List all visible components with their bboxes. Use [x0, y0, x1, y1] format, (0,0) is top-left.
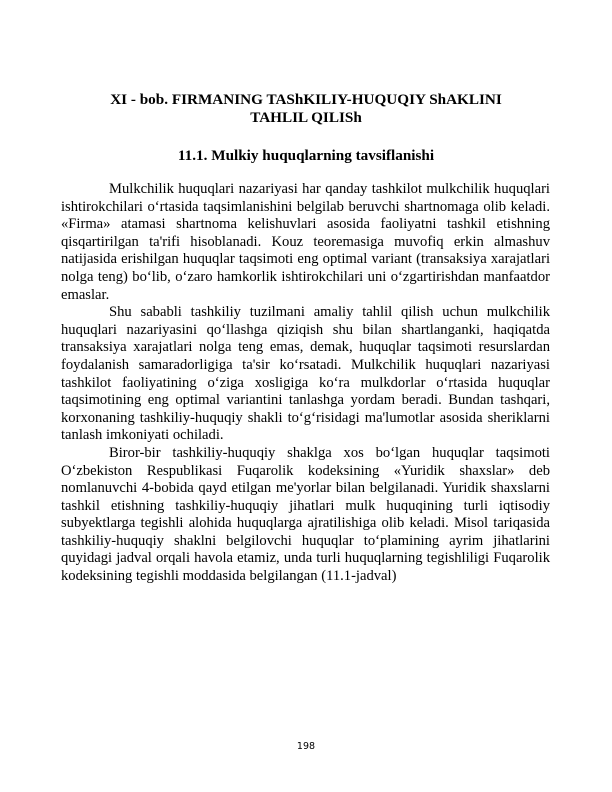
paragraph-2: Shu sababli tashkiliy tuzilmani amaliy tahlil qilish uchun mulkchilik huquqlari nazariyasini qo‘llashga qiziqish shu bilan shartlanganki, haqiqatda transaksiya xarajatlari nolga teng emas, demak, huquqlar taqsimoti resurslardan foydalanish samaradorligiga ta'sir ko‘rsatadi. Mulkchilik huquqlari nazariyasi tashkilot faoliyatining o‘ziga xosligiga ko‘ra mulkdorlar o‘rtasida huquqlar taqsimotining eng optimal variantini tanlashga yordam beradi. Bundan tashqari, korxonaning tashkiliy-huquqiy shakli to‘g‘risidagi ma'lumotlar asosida sheriklarni tanlash imkoniyati ochiladi. [61, 304, 550, 444]
section-title: 11.1. Mulkiy huquqlarning tavsiflanishi [177, 147, 435, 164]
body-text [61, 181, 550, 586]
paragraph-3: Biror-bir tashkiliy-huquqiy shaklga xos bo‘lgan huquqlar taqsimoti O‘zbekiston Respublikasi Fuqarolik kodeksining «Yuridik shaxslar» deb nomlanuvchi 4-bobida qayd etilgan me'yorlar bilan belgilanadi. Yuridik shaxslarni tashkil etishning tashkiliy-huquqiy jihatlari mulk huquqining turli iqtisodiy subyektlarga tegishli alohida huquqlarga ajratilishiga olib keladi. Misol tariqasida tashkiliy-huquqiy shaklni belgilovchi huquqlar to‘plamining ayrim jihatlarini quyidagi jadval orqali havola etamiz, unda turli huquqlarning tegishliligi Fuqarolik kodeksining tegishli moddasida belgilangan (11.1-jadval) [61, 444, 550, 585]
paragraph-1: Mulkchilik huquqlari nazariyasi har qanday tashkilot mulkchilik huquqlari ishtirokchilari o‘rtasida taqsimlanishini belgilab beruvchi shartnomaga olib keladi. «Firma» atamasi shartnoma kelishuvlari asosida faoliyatni tashkil etishning qisqartirilgan ta'rifi hisoblanadi. Kouz teoremasiga muvofiq erkin almashuv natijasida erishilgan huquqlar taqsimoti eng optimal variant (transaksiya xarajatlari nolga teng) bo‘lib, o‘zaro hamkorlik ishtirokchilari uni o‘zgartirishdan manfaatdor emaslar. [61, 181, 550, 303]
chapter-title: XI - bob. FIRMANING TAShKILIY-HUQUQIY ShAKLINI TAHLIL QILISh [110, 91, 502, 126]
page-number: 198 [296, 741, 316, 752]
